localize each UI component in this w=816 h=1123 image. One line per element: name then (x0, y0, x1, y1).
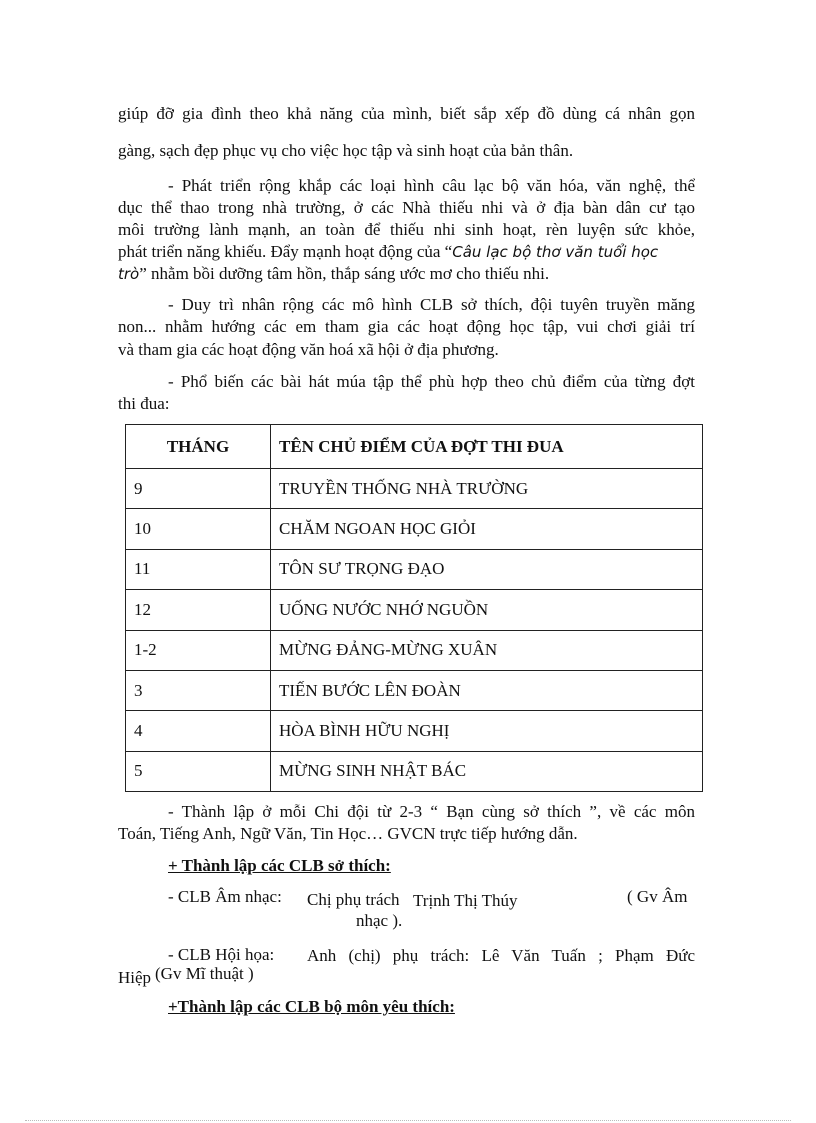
page-bottom-rule (25, 1120, 791, 1121)
emulation-theme-table (125, 424, 703, 792)
theme-cell: TÔN SƯ TRỌNG ĐẠO (271, 549, 703, 589)
clb-music-person-prefix: Chị phụ trách (307, 890, 400, 909)
theme-cell: HÒA BÌNH HỮU NGHỊ (271, 711, 703, 751)
month-cell: 1-2 (126, 630, 271, 670)
theme-cell: MỪNG SINH NHẬT BÁC (271, 751, 703, 791)
clb-music-role: ( Gv Âm (627, 887, 688, 906)
column-header-month: THÁNG (126, 425, 271, 469)
clb-music-role-continued: nhạc ). (356, 911, 403, 930)
section-heading-hobby-clubs: + Thành lập các CLB sở thích: (168, 856, 391, 875)
month-cell: 4 (126, 711, 271, 751)
paragraph-line: dục thể thao trong nhà trường, ở các Nhà thiếu nhi và ở địa bàn dân cư tạo (118, 198, 695, 217)
column-header-theme: TÊN CHỦ ĐIỂM CỦA ĐỢT THI ĐUA (271, 425, 703, 469)
month-cell: 12 (126, 590, 271, 630)
paragraph-line: - Phổ biến các bài hát múa tập thể phù hợp theo chủ điểm của từng đợt (168, 372, 695, 391)
paragraph-line (118, 264, 549, 284)
theme-cell: TRUYỀN THỐNG NHÀ TRƯỜNG (271, 469, 703, 509)
club-name-italic: Câu lạc bộ thơ văn tuổi học (452, 243, 659, 261)
paragraph-text: ” nhằm bồi dưỡng tâm hồn, thắp sáng ước mơ cho thiếu nhi. (139, 264, 550, 283)
month-cell: 5 (126, 751, 271, 791)
month-cell: 9 (126, 469, 271, 509)
paragraph-line: - Duy trì nhân rộng các mô hình CLB sở thích, đội tuyên truyền măng (168, 295, 695, 314)
table-row (126, 469, 703, 509)
theme-cell: CHĂM NGOAN HỌC GIỎI (271, 509, 703, 549)
table-row (126, 630, 703, 670)
paragraph-line: giúp đỡ gia đình theo khả năng của mình, biết sắp xếp đồ dùng cá nhân gọn (118, 104, 695, 123)
month-cell: 10 (126, 509, 271, 549)
month-cell: 11 (126, 549, 271, 589)
clb-art-label: - CLB Hội họa: (168, 945, 275, 964)
theme-cell: MỪNG ĐẢNG-MỪNG XUÂN (271, 630, 703, 670)
month-cell: 3 (126, 670, 271, 710)
paragraph-line: và tham gia các hoạt động văn hoá xã hội ở địa phương. (118, 340, 499, 359)
paragraph-line: - Thành lập ở mỗi Chi đội từ 2-3 “ Bạn cùng sở thích ”, về các môn (168, 802, 695, 821)
table-row (126, 549, 703, 589)
paragraph-line (118, 242, 658, 262)
clb-art-person-continued: Hiệp (118, 968, 152, 987)
clb-art-person: Anh (chị) phụ trách: Lê Văn Tuấn ; Phạm Đức (307, 946, 695, 965)
club-name-italic: trò (118, 265, 140, 283)
theme-cell: UỐNG NƯỚC NHỚ NGUỒN (271, 590, 703, 630)
paragraph-text: phát triển năng khiếu. Đẩy mạnh hoạt động của “ (118, 242, 453, 261)
table-row (126, 711, 703, 751)
clb-art-role: (Gv Mĩ thuật ) (155, 964, 254, 983)
paragraph-line: non... nhằm hướng các em tham gia các hoạt động học tập, vui chơi giải trí (118, 317, 695, 336)
paragraph-line: thi đua: (118, 394, 170, 413)
paragraph-line: Toán, Tiếng Anh, Ngữ Văn, Tin Học… GVCN trực tiếp hướng dẫn. (118, 824, 578, 843)
paragraph-line: - Phát triển rộng khắp các loại hình câu lạc bộ văn hóa, văn nghệ, thể (168, 176, 695, 195)
clb-music-person: Trịnh Thị Thúy (413, 891, 518, 910)
table-header-row (126, 425, 703, 469)
table-row (126, 751, 703, 791)
table-row (126, 670, 703, 710)
table-row (126, 590, 703, 630)
paragraph-line: gàng, sạch đẹp phục vụ cho việc học tập và sinh hoạt của bản thân. (118, 141, 574, 160)
clb-music-label: - CLB Âm nhạc: (168, 887, 282, 906)
section-heading-subject-clubs: +Thành lập các CLB bộ môn yêu thích: (168, 997, 455, 1016)
table-row (126, 509, 703, 549)
theme-cell: TIẾN BƯỚC LÊN ĐOÀN (271, 670, 703, 710)
paragraph-line: môi trường lành mạnh, an toàn để thiếu nhi sinh hoạt, rèn luyện sức khỏe, (118, 220, 695, 239)
